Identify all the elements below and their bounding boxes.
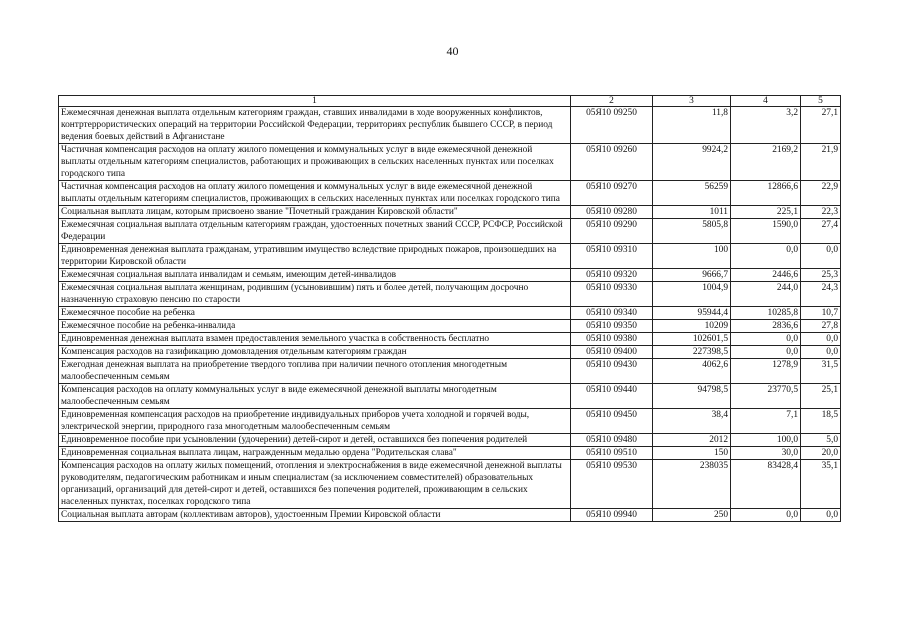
budget-code-cell: 05Я10 09250 <box>571 107 653 144</box>
planned-amount-cell: 95944,4 <box>653 307 731 320</box>
column-header: 5 <box>801 96 841 107</box>
budget-code-cell: 05Я10 09510 <box>571 447 653 460</box>
budget-code-cell: 05Я10 09310 <box>571 244 653 269</box>
table-row <box>59 107 841 144</box>
table-row <box>59 181 841 206</box>
execution-percent-cell: 21,9 <box>801 144 841 181</box>
executed-amount-cell: 2836,6 <box>731 320 801 333</box>
expense-name-cell: Ежегодная денежная выплата на приобретение твердого топлива при наличии печного отопления многодетным малообеспеченным семьям <box>59 359 571 384</box>
executed-amount-cell: 2169,2 <box>731 144 801 181</box>
execution-percent-cell: 25,3 <box>801 269 841 282</box>
table-row <box>59 460 841 509</box>
executed-amount-cell: 10285,8 <box>731 307 801 320</box>
executed-amount-cell: 2446,6 <box>731 269 801 282</box>
execution-percent-cell: 22,3 <box>801 206 841 219</box>
planned-amount-cell: 38,4 <box>653 409 731 434</box>
expense-name-cell: Единовременная денежная выплата гражданам, утратившим имущество вследствие природных пожаров, произошедших на территории Кировской области <box>59 244 571 269</box>
executed-amount-cell: 23770,5 <box>731 384 801 409</box>
table-body <box>59 107 841 522</box>
expense-name-cell: Ежемесячная социальная выплата отдельным категориям граждан, удостоенных почетных званий СССР, РСФСР, Российской Федерации <box>59 219 571 244</box>
expense-name-cell: Ежемесячная денежная выплата отдельным категориям граждан, ставших инвалидами в ходе вооруженных конфликтов, контртеррористических операций на территории Российской Федерации, территориях республик бывшего СССР, в период ведения боевых действий в Афганистане <box>59 107 571 144</box>
expense-name-cell: Компенсация расходов на оплату коммунальных услуг в виде ежемесячной денежной выплаты многодетным малообеспеченным семьям <box>59 384 571 409</box>
expense-name-cell: Компенсация расходов на оплату жилых помещений, отопления и электроснабжения в виде ежемесячной денежной выплаты руководителям, педагогическим работникам и иным специалистам (за исключением совместителей) образовательных организаций, организаций для детей-сирот и детей, оставшихся без попечения родителей, проживающим в сельских населенных пунктах, поселках городского типа <box>59 460 571 509</box>
expense-name-cell: Компенсация расходов на газификацию домовладения отдельным категориям граждан <box>59 346 571 359</box>
expense-name-cell: Единовременная компенсация расходов на приобретение индивидуальных приборов учета холодной и горячей воды, электрической энергии, природного газа многодетным малообеспеченным семьям <box>59 409 571 434</box>
execution-percent-cell: 35,1 <box>801 460 841 509</box>
planned-amount-cell: 4062,6 <box>653 359 731 384</box>
table-row <box>59 509 841 522</box>
executed-amount-cell: 1590,0 <box>731 219 801 244</box>
table-row <box>59 307 841 320</box>
expense-name-cell: Единовременное пособие при усыновлении (удочерении) детей-сирот и детей, оставшихся без попечения родителей <box>59 434 571 447</box>
executed-amount-cell: 0,0 <box>731 509 801 522</box>
table-row <box>59 320 841 333</box>
executed-amount-cell: 1278,9 <box>731 359 801 384</box>
table-row <box>59 447 841 460</box>
budget-table <box>58 95 841 522</box>
table-row <box>59 219 841 244</box>
planned-amount-cell: 94798,5 <box>653 384 731 409</box>
planned-amount-cell: 10209 <box>653 320 731 333</box>
execution-percent-cell: 0,0 <box>801 346 841 359</box>
expense-name-cell: Частичная компенсация расходов на оплату жилого помещения и коммунальных услуг в виде ежемесячной денежной выплаты отдельным категориям специалистов, проживающих в сельских населенных пунктах или поселках городского типа <box>59 181 571 206</box>
planned-amount-cell: 11,8 <box>653 107 731 144</box>
planned-amount-cell: 102601,5 <box>653 333 731 346</box>
table-row <box>59 384 841 409</box>
table-row <box>59 269 841 282</box>
planned-amount-cell: 56259 <box>653 181 731 206</box>
column-header: 2 <box>571 96 653 107</box>
budget-code-cell: 05Я10 09940 <box>571 509 653 522</box>
executed-amount-cell: 7,1 <box>731 409 801 434</box>
execution-percent-cell: 0,0 <box>801 244 841 269</box>
table-row <box>59 282 841 307</box>
planned-amount-cell: 9924,2 <box>653 144 731 181</box>
table-row <box>59 359 841 384</box>
budget-code-cell: 05Я10 09380 <box>571 333 653 346</box>
planned-amount-cell: 1011 <box>653 206 731 219</box>
table-row <box>59 206 841 219</box>
executed-amount-cell: 3,2 <box>731 107 801 144</box>
expense-name-cell: Социальная выплата лицам, которым присвоено звание "Почетный гражданин Кировской области" <box>59 206 571 219</box>
executed-amount-cell: 225,1 <box>731 206 801 219</box>
expense-name-cell: Единовременная денежная выплата взамен предоставления земельного участка в собственность бесплатно <box>59 333 571 346</box>
budget-code-cell: 05Я10 09340 <box>571 307 653 320</box>
budget-code-cell: 05Я10 09400 <box>571 346 653 359</box>
budget-code-cell: 05Я10 09480 <box>571 434 653 447</box>
budget-code-cell: 05Я10 09530 <box>571 460 653 509</box>
budget-code-cell: 05Я10 09350 <box>571 320 653 333</box>
execution-percent-cell: 27,8 <box>801 320 841 333</box>
column-header: 1 <box>59 96 571 107</box>
execution-percent-cell: 27,1 <box>801 107 841 144</box>
executed-amount-cell: 12866,6 <box>731 181 801 206</box>
expense-name-cell: Единовременная социальная выплата лицам, награжденным медалью ордена "Родительская слава" <box>59 447 571 460</box>
budget-code-cell: 05Я10 09440 <box>571 384 653 409</box>
planned-amount-cell: 5805,8 <box>653 219 731 244</box>
planned-amount-cell: 150 <box>653 447 731 460</box>
budget-code-cell: 05Я10 09330 <box>571 282 653 307</box>
expense-name-cell: Ежемесячное пособие на ребенка <box>59 307 571 320</box>
execution-percent-cell: 22,9 <box>801 181 841 206</box>
planned-amount-cell: 100 <box>653 244 731 269</box>
budget-code-cell: 05Я10 09450 <box>571 409 653 434</box>
table-row <box>59 144 841 181</box>
planned-amount-cell: 1004,9 <box>653 282 731 307</box>
executed-amount-cell: 244,0 <box>731 282 801 307</box>
table-row <box>59 409 841 434</box>
execution-percent-cell: 31,5 <box>801 359 841 384</box>
table-header-row <box>59 96 841 107</box>
planned-amount-cell: 227398,5 <box>653 346 731 359</box>
execution-percent-cell: 25,1 <box>801 384 841 409</box>
column-header: 4 <box>731 96 801 107</box>
expense-name-cell: Социальная выплата авторам (коллективам авторов), удостоенным Премии Кировской области <box>59 509 571 522</box>
page-number: 40 <box>446 44 459 58</box>
planned-amount-cell: 9666,7 <box>653 269 731 282</box>
table-row <box>59 434 841 447</box>
executed-amount-cell: 0,0 <box>731 244 801 269</box>
expense-name-cell: Ежемесячная социальная выплата инвалидам и семьям, имеющим детей-инвалидов <box>59 269 571 282</box>
execution-percent-cell: 20,0 <box>801 447 841 460</box>
executed-amount-cell: 30,0 <box>731 447 801 460</box>
budget-code-cell: 05Я10 09430 <box>571 359 653 384</box>
execution-percent-cell: 0,0 <box>801 333 841 346</box>
execution-percent-cell: 18,5 <box>801 409 841 434</box>
execution-percent-cell: 5,0 <box>801 434 841 447</box>
table-row <box>59 244 841 269</box>
expense-name-cell: Ежемесячная социальная выплата женщинам, родившим (усыновившим) пять и более детей, получающим досрочно назначенную страховую пенсию по старости <box>59 282 571 307</box>
budget-code-cell: 05Я10 09270 <box>571 181 653 206</box>
execution-percent-cell: 0,0 <box>801 509 841 522</box>
expense-name-cell: Ежемесячное пособие на ребенка-инвалида <box>59 320 571 333</box>
executed-amount-cell: 83428,4 <box>731 460 801 509</box>
budget-code-cell: 05Я10 09290 <box>571 219 653 244</box>
planned-amount-cell: 2012 <box>653 434 731 447</box>
executed-amount-cell: 0,0 <box>731 333 801 346</box>
planned-amount-cell: 238035 <box>653 460 731 509</box>
planned-amount-cell: 250 <box>653 509 731 522</box>
executed-amount-cell: 100,0 <box>731 434 801 447</box>
table-row <box>59 346 841 359</box>
budget-code-cell: 05Я10 09320 <box>571 269 653 282</box>
execution-percent-cell: 27,4 <box>801 219 841 244</box>
execution-percent-cell: 24,3 <box>801 282 841 307</box>
column-header: 3 <box>653 96 731 107</box>
budget-code-cell: 05Я10 09260 <box>571 144 653 181</box>
expense-name-cell: Частичная компенсация расходов на оплату жилого помещения и коммунальных услуг в виде ежемесячной денежной выплаты отдельным категориям специалистов, работающих и проживающих в сельских населенных пунктах или поселках городского типа <box>59 144 571 181</box>
table-row <box>59 333 841 346</box>
executed-amount-cell: 0,0 <box>731 346 801 359</box>
budget-code-cell: 05Я10 09280 <box>571 206 653 219</box>
execution-percent-cell: 10,7 <box>801 307 841 320</box>
